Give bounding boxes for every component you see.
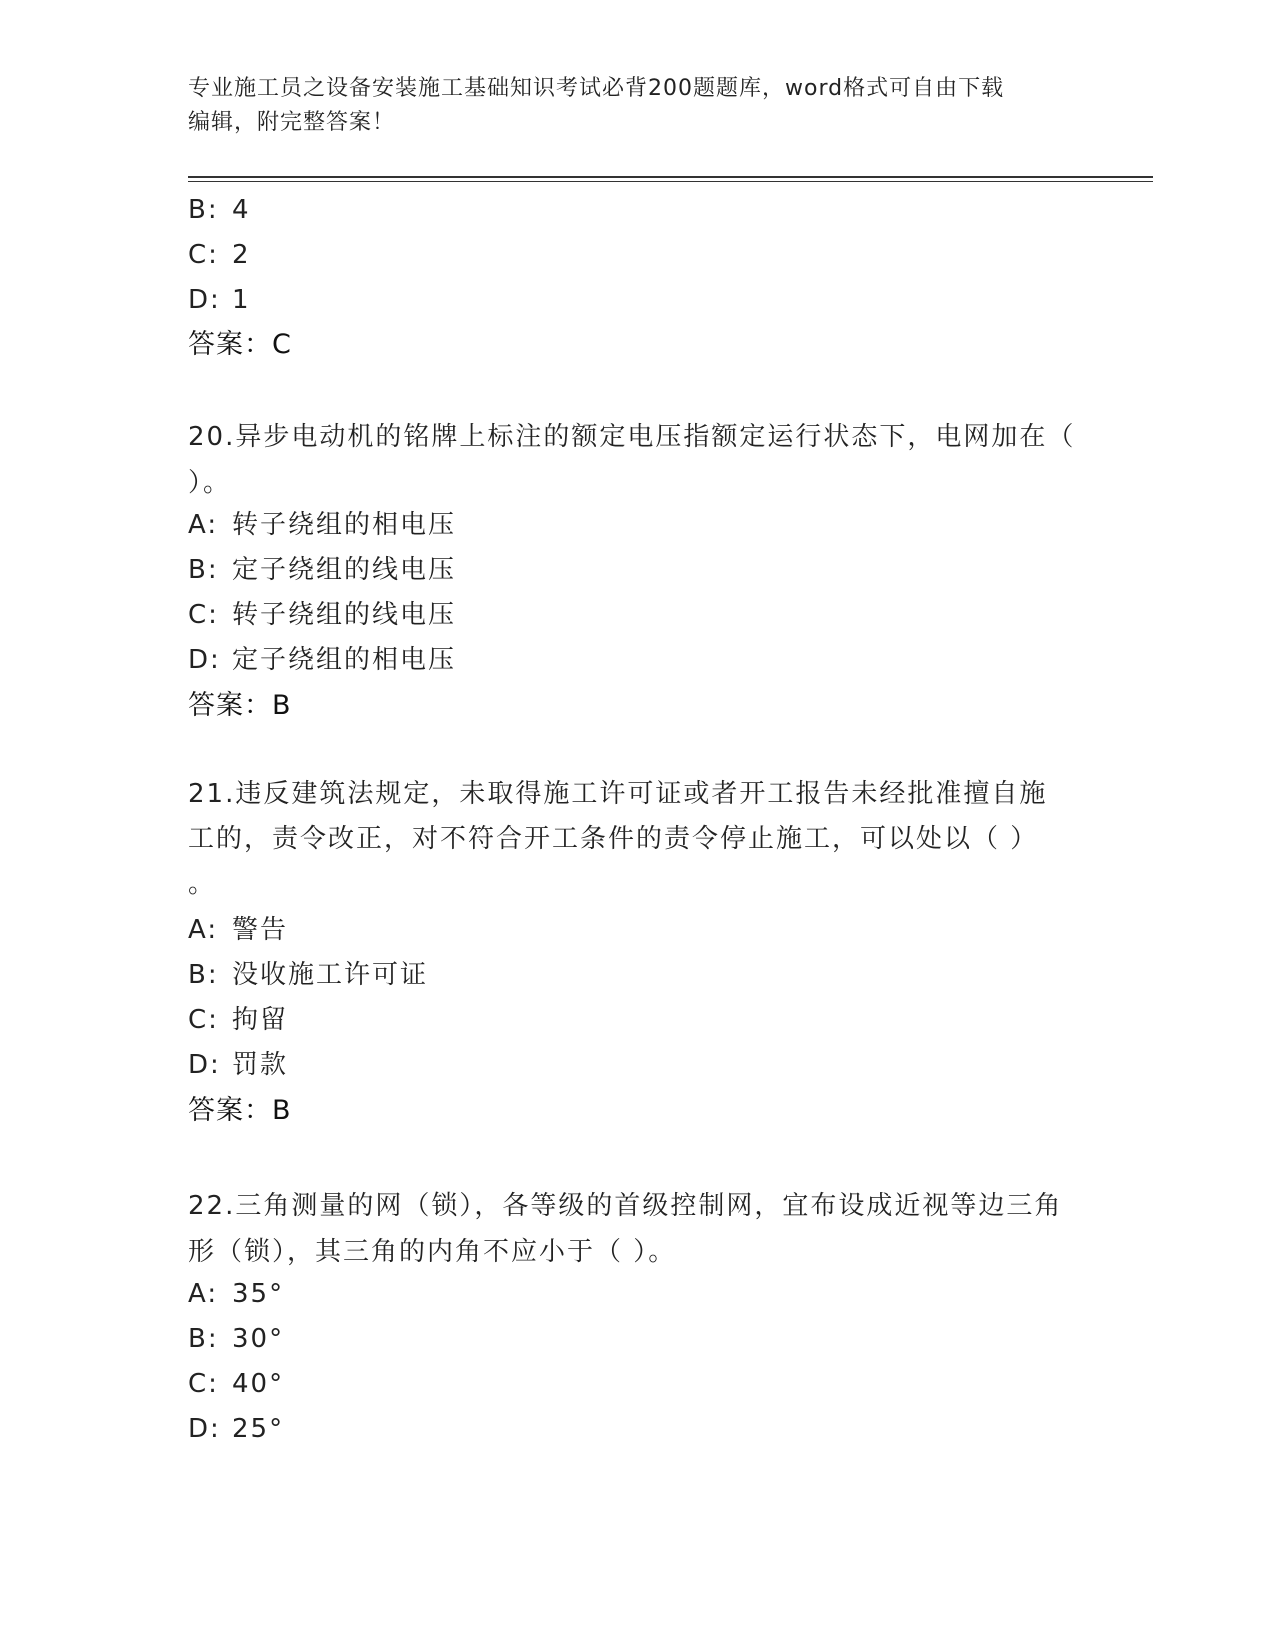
q21-option-c: C: 拘留 <box>188 1005 289 1035</box>
question-21-stem-line-3: 。 <box>188 869 217 899</box>
q21-option-b: B: 没收施工许可证 <box>188 960 429 990</box>
q22-option-a: A: 35° <box>188 1279 285 1309</box>
prev-option-c: C: 2 <box>188 240 251 270</box>
document-header <box>188 72 1088 140</box>
header-line-1: 专业施工员之设备安装施工基础知识考试必背200题题库，word格式可自由下载 <box>188 76 1005 101</box>
q20-option-c: C: 转子绕组的线电压 <box>188 600 457 630</box>
q20-option-b: B: 定子绕组的线电压 <box>188 555 457 585</box>
header-line-2: 编辑，附完整答案！ <box>188 110 396 135</box>
prev-option-d: D: 1 <box>188 285 251 315</box>
question-20-stem: 20.异步电动机的铭牌上标注的额定电压指额定运行状态下，电网加在（ ）。 <box>188 422 1076 498</box>
q20-answer: 答案：B <box>188 690 292 721</box>
q22-option-c: C: 40° <box>188 1369 285 1399</box>
header-rule-thin <box>188 181 1153 182</box>
question-22-stem: 22.三角测量的网（锁），各等级的首级控制网，宜布设成近视等边三角形（锁），其三角的内角不应小于（ ）。 <box>188 1191 1063 1267</box>
question-21-stem-line-2: 工的，责令改正，对不符合开工条件的责令停止施工，可以处以（ ） <box>188 824 1039 854</box>
q21-option-d: D: 罚款 <box>188 1050 289 1080</box>
q21-answer: 答案：B <box>188 1095 292 1126</box>
q21-option-a: A: 警告 <box>188 915 289 945</box>
q20-option-d: D: 定子绕组的相电压 <box>188 645 457 675</box>
header-rule-thick <box>188 176 1153 178</box>
q20-option-a: A: 转子绕组的相电压 <box>188 510 457 540</box>
prev-answer: 答案：C <box>188 329 292 360</box>
q22-option-b: B: 30° <box>188 1324 285 1354</box>
q22-option-d: D: 25° <box>188 1414 285 1444</box>
question-21-stem-line-1: 21.违反建筑法规定，未取得施工许可证或者开工报告未经批准擅自施 <box>188 779 1048 809</box>
prev-option-b: B: 4 <box>188 195 251 225</box>
